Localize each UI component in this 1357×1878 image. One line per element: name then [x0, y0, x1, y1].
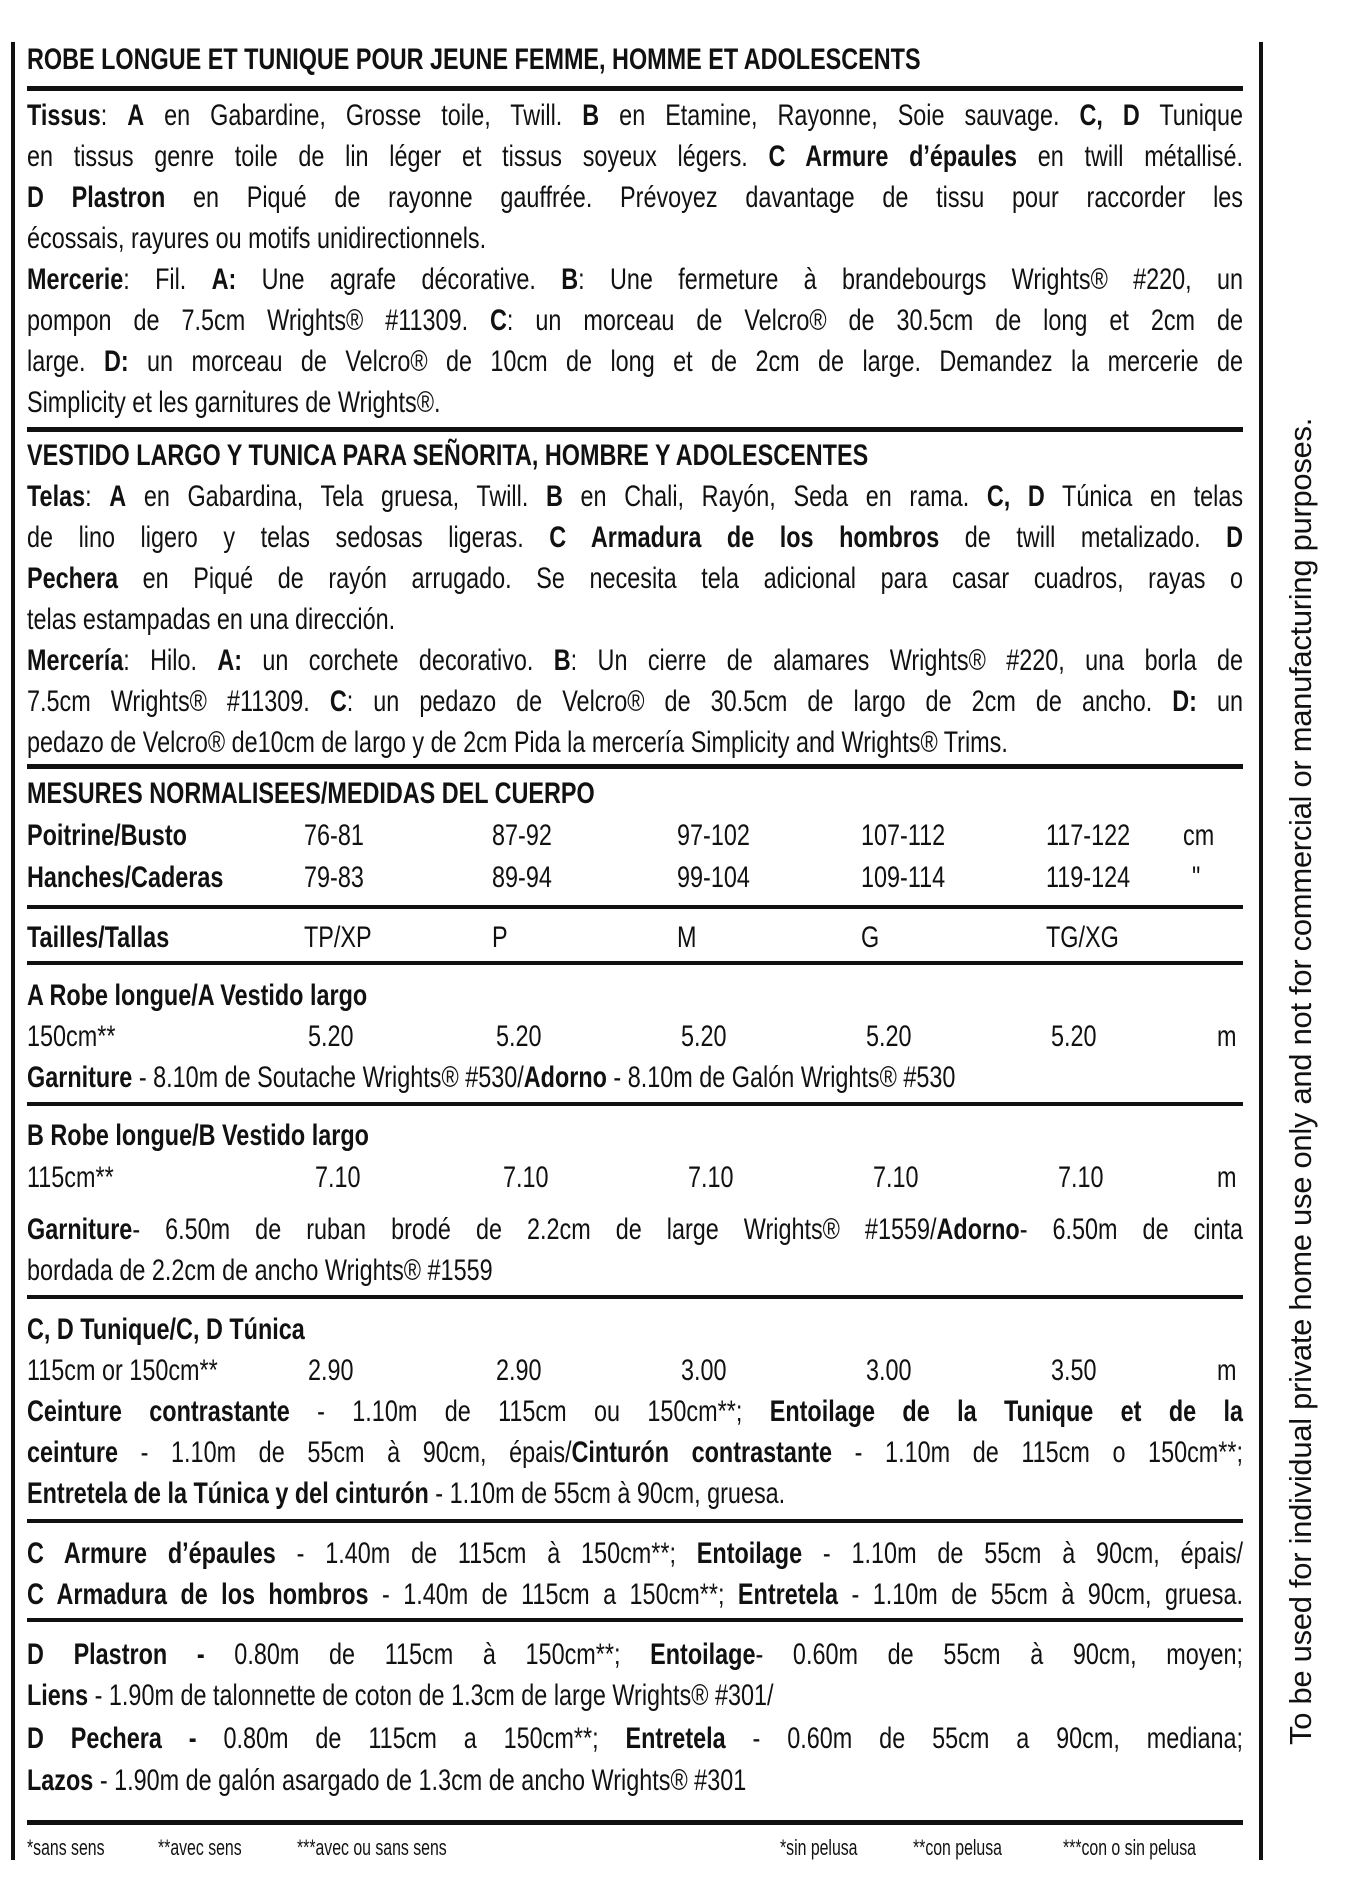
cell: 3.00 [681, 1354, 727, 1387]
cell: 76-81 [304, 819, 364, 852]
cell: 5.20 [496, 1020, 542, 1053]
bold-run: C [329, 685, 347, 718]
divider [27, 86, 1243, 91]
text-run: - 1.40m de 115cm a 150cm**; [368, 1578, 738, 1611]
rich-line [27, 1575, 1243, 1615]
text-run: en Gabardine, Grosse toile, Twill. [144, 99, 583, 132]
cell: 99-104 [677, 861, 750, 894]
rich-line [27, 1635, 1243, 1675]
view-title: C, D Tunique/C, D Túnica [27, 1313, 305, 1346]
rich-line [27, 1210, 1243, 1250]
view-title: B Robe longue/B Vestido largo [27, 1119, 369, 1152]
bold-run: A: [217, 644, 243, 677]
fabric-width: 150cm** [27, 1020, 116, 1053]
bold-run: A [127, 99, 145, 132]
footnote: ***con o sin pelusa [1063, 1835, 1196, 1860]
unit: m [1217, 1020, 1237, 1053]
view-title: A Robe longue/A Vestido largo [27, 979, 368, 1012]
bold-run: D: [1172, 685, 1197, 718]
text-run: Une agrafe décorative. [236, 263, 562, 296]
rich-line [27, 1058, 955, 1098]
rich-line [27, 600, 395, 640]
unit: " [1192, 861, 1201, 894]
rich-line [27, 723, 1008, 763]
cell: 7.10 [503, 1161, 549, 1194]
bold-run: B [545, 480, 563, 513]
text-run: : Hilo. [123, 644, 218, 677]
fabric-width: 115cm or 150cm** [27, 1354, 218, 1387]
text-run: bordada de 2.2cm de ancho Wrights® #1559 [27, 1254, 493, 1287]
bold-run: Entretela [737, 1578, 839, 1611]
cell: 7.10 [315, 1161, 361, 1194]
bold-run: Tissus [27, 99, 101, 132]
rich-line [27, 1719, 1243, 1759]
text-run: - 1.10m de 55cm à 90cm, gruesa. [838, 1578, 1244, 1611]
rich-line [27, 178, 1243, 218]
bold-run: C, D [1079, 99, 1140, 132]
text-run: - 1.40m de 115cm à 150cm**; [275, 1537, 697, 1570]
bold-run: Entoilage [696, 1537, 803, 1570]
divider [27, 1519, 1243, 1523]
bold-run: B [582, 99, 600, 132]
text-run: en Chali, Rayón, Seda en rama. [562, 480, 987, 513]
rich-line [27, 1676, 774, 1716]
cell: 7.10 [688, 1161, 734, 1194]
cell: TG/XG [1046, 921, 1119, 954]
bold-run: Entretela de la Túnica y del cinturón [27, 1477, 429, 1510]
row-label: Poitrine/Busto [27, 819, 187, 852]
rich-line [27, 477, 1243, 517]
text-run: Túnica en telas [1044, 480, 1244, 513]
bold-run: D Plastron [27, 181, 166, 214]
text-run: : Un cierre de alamares Wrights® #220, una borla de [570, 644, 1244, 677]
cell: P [492, 921, 508, 954]
divider [27, 1102, 1243, 1106]
divider [27, 764, 1243, 769]
rich-line [27, 1534, 1243, 1574]
footnote: **con pelusa [913, 1835, 1002, 1860]
text-run: large. [27, 345, 104, 378]
bold-run: D Plastron - [27, 1638, 205, 1671]
text-run: écossais, rayures ou motifs unidirectionnels. [27, 222, 487, 255]
bold-run: Entoilage de la Tunique et de la [769, 1395, 1244, 1428]
bold-run: C Armadura de los hombros [27, 1578, 369, 1611]
cell: 3.50 [1051, 1354, 1097, 1387]
text-run: - 0.60m de 55cm a 90cm, mediana; [725, 1722, 1244, 1755]
rich-line [27, 559, 1243, 599]
text-run: Simplicity et les garnitures de Wrights®. [27, 386, 441, 419]
text-run: en Piqué de rayón arrugado. Se necesita tela adicional para casar cuadros, rayas o [118, 562, 1244, 595]
rich-line [27, 1433, 1243, 1473]
text-run: - 8.10m de Soutache Wrights® #530/ [132, 1061, 524, 1094]
footnote: *sans sens [27, 1835, 105, 1860]
right-border [1259, 42, 1263, 1860]
rich-line [27, 137, 1243, 177]
bold-run: Entretela [625, 1722, 726, 1755]
divider [27, 427, 1243, 432]
divider [27, 1618, 1243, 1622]
text-run: - 8.10m de Galón Wrights® #530 [606, 1061, 956, 1094]
text-run: en twill métallisé. [1017, 140, 1244, 173]
text-run: en Gabardina, Tela gruesa, Twill. [126, 480, 546, 513]
left-border [11, 42, 15, 1860]
text-run: de twill metalizado. [939, 521, 1227, 554]
divider [27, 1295, 1243, 1299]
text-run: un morceau de Velcro® de 10cm de long et de 2cm de large. Demandez la mercerie de [128, 345, 1244, 378]
text-run: en tissus genre toile de lin léger et tissus soyeux légers. [27, 140, 769, 173]
cell: 117-122 [1046, 819, 1131, 852]
cell: 2.90 [496, 1354, 542, 1387]
text-run: - 1.90m de talonnette de coton de 1.3cm de large Wrights® #301/ [88, 1679, 774, 1712]
text-run: telas estampadas en una dirección. [27, 603, 396, 636]
bold-run: Mercería [27, 644, 124, 677]
bold-run: Mercerie [27, 263, 124, 296]
bold-run: B [553, 644, 571, 677]
bold-run: Liens [27, 1679, 89, 1712]
text-run: 0.80m de 115cm a 150cm**; [196, 1722, 626, 1755]
text-run: - 1.10m de 115cm o 150cm**; [832, 1436, 1244, 1469]
text-run: - 1.10m de 55cm à 90cm, gruesa. [428, 1477, 786, 1510]
text-run: pompon de 7.5cm Wrights® #11309. [27, 304, 491, 337]
rich-line [27, 219, 486, 259]
text-run: un [1196, 685, 1244, 718]
cell: 119-124 [1046, 861, 1131, 894]
bold-run: D Pechera - [27, 1722, 197, 1755]
divider [27, 905, 1243, 909]
bold-run: A [109, 480, 127, 513]
bold-run: B [561, 263, 579, 296]
bold-run: Lazos [27, 1764, 94, 1797]
text-run: : [100, 99, 128, 132]
bold-run: Garniture [27, 1061, 133, 1094]
unit: cm [1183, 819, 1215, 852]
text-run: - 1.10m de 55cm à 90cm, épais/ [118, 1436, 572, 1469]
bold-run: C Armure d’épaules [27, 1537, 276, 1570]
measurements-title: MESURES NORMALISEES/MEDIDAS DEL CUERPO [27, 777, 595, 810]
rich-line [27, 518, 1243, 558]
text-run: Tunique [1139, 99, 1244, 132]
text-run: : un morceau de Velcro® de 30.5cm de long et 2cm de [506, 304, 1244, 337]
text-run: - 6.50m de cinta [1019, 1213, 1244, 1246]
text-run: - 1.10m de 115cm ou 150cm**; [289, 1395, 770, 1428]
bold-run: Ceinture contrastante [27, 1395, 290, 1428]
text-run: en Piqué de rayonne gauffrée. Prévoyez davantage de tissu pour raccorder les [165, 181, 1244, 214]
spanish-title: VESTIDO LARGO Y TUNICA PARA SEÑORITA, HOMBRE Y ADOLESCENTES [27, 439, 869, 472]
bold-run: Pechera [27, 562, 119, 595]
bold-run: C, D [986, 480, 1045, 513]
bold-run: D [1226, 521, 1244, 554]
text-run: - 1.90m de galón asargado de 1.3cm de ancho Wrights® #301 [93, 1764, 747, 1797]
bold-run: Cinturón contrastante [571, 1436, 833, 1469]
bold-run: Entoilage [650, 1638, 756, 1671]
text-run: : Fil. [123, 263, 212, 296]
bold-run: C Armadura de los hombros [549, 521, 940, 554]
text-run: : Une fermeture à brandebourgs Wrights® #220, un [578, 263, 1244, 296]
cell: 7.10 [873, 1161, 919, 1194]
cell: 79-83 [304, 861, 364, 894]
rich-line [27, 1474, 785, 1514]
cell: TP/XP [304, 921, 372, 954]
row-label: Hanches/Caderas [27, 861, 224, 894]
cell: 87-92 [492, 819, 552, 852]
cell: 97-102 [677, 819, 750, 852]
bold-run: D: [103, 345, 129, 378]
fabric-width: 115cm** [27, 1161, 114, 1194]
bold-run: Adorno [523, 1061, 607, 1094]
unit: m [1217, 1354, 1237, 1387]
text-run: 0.80m de 115cm à 150cm**; [204, 1638, 651, 1671]
cell: 3.00 [866, 1354, 912, 1387]
cell: G [861, 921, 880, 954]
footnote: ***avec ou sans sens [297, 1835, 447, 1860]
text-run: - 0.60m de 55cm à 90cm, moyen; [755, 1638, 1244, 1671]
cell: 7.10 [1058, 1161, 1104, 1194]
rich-line [27, 260, 1243, 300]
cell: M [677, 921, 697, 954]
rich-line [27, 301, 1243, 341]
usage-notice: To be used for individual private home use only and not for commercial or manufacturing purposes. [1283, 417, 1318, 1745]
text-run: : [85, 480, 110, 513]
footnote: **avec sens [158, 1835, 242, 1860]
text-run: 7.5cm Wrights® #11309. [27, 685, 330, 718]
bold-run: Adorno [936, 1213, 1020, 1246]
cell: 2.90 [308, 1354, 354, 1387]
divider [27, 1820, 1243, 1825]
rich-line [27, 1251, 493, 1291]
bold-run: A: [211, 263, 237, 296]
rich-line [27, 641, 1243, 681]
unit: m [1217, 1161, 1237, 1194]
cell: 5.20 [681, 1020, 727, 1053]
bold-run: C Armure d’épaules [768, 140, 1018, 173]
divider [27, 961, 1243, 965]
bold-run: Telas [27, 480, 86, 513]
cell: 5.20 [308, 1020, 354, 1053]
french-title: ROBE LONGUE ET TUNIQUE POUR JEUNE FEMME, HOMME ET ADOLESCENTS [27, 43, 921, 76]
text-run: - 6.50m de ruban brodé de 2.2cm de large Wrights® #1559/ [132, 1213, 937, 1246]
rich-line [27, 342, 1243, 382]
rich-line [27, 383, 440, 423]
rich-line [27, 1392, 1243, 1432]
row-label: Tailles/Tallas [27, 921, 170, 954]
cell: 89-94 [492, 861, 552, 894]
cell: 109-114 [861, 861, 946, 894]
text-run: - 1.10m de 55cm à 90cm, épais/ [802, 1537, 1244, 1570]
bold-run: ceinture [27, 1436, 119, 1469]
text-run: : un pedazo de Velcro® de 30.5cm de largo de 2cm de ancho. [346, 685, 1173, 718]
footnote: *sin pelusa [780, 1835, 858, 1860]
text-run: un corchete decorativo. [242, 644, 554, 677]
text-run: en Etamine, Rayonne, Soie sauvage. [599, 99, 1080, 132]
cell: 5.20 [1051, 1020, 1097, 1053]
text-run: pedazo de Velcro® de10cm de largo y de 2cm Pida la mercería Simplicity and Wrights® Trims. [27, 726, 1008, 759]
bold-run: Garniture [27, 1213, 133, 1246]
rich-line [27, 96, 1243, 136]
cell: 107-112 [861, 819, 946, 852]
rich-line [27, 1761, 746, 1801]
rich-line [27, 682, 1243, 722]
bold-run: C [490, 304, 507, 337]
text-run: de lino ligero y telas sedosas ligeras. [27, 521, 550, 554]
cell: 5.20 [866, 1020, 912, 1053]
